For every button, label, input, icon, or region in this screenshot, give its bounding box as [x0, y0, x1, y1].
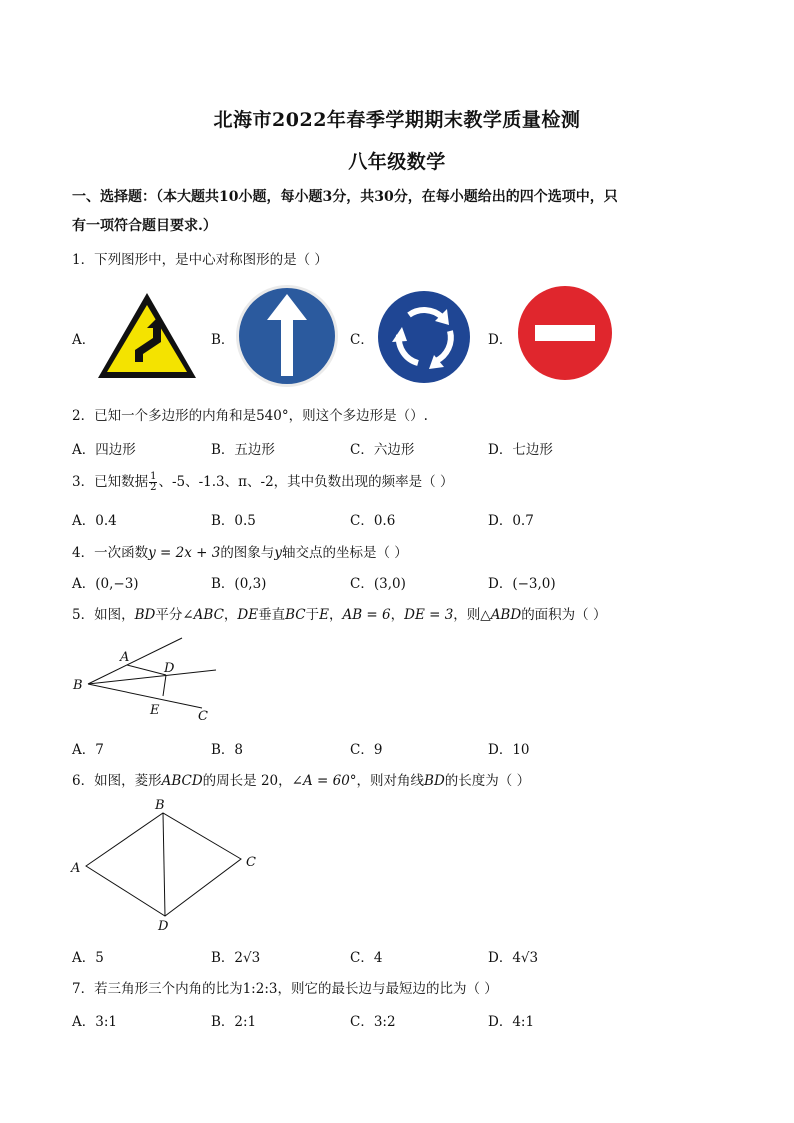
q3-option-c: C．0.6 [350, 513, 396, 529]
warning-sign-icon [95, 290, 199, 382]
q4-option-b-label: B． [211, 576, 235, 592]
q5-s-h: ，则△ [453, 607, 491, 623]
q5-option-d: D．10 [488, 742, 530, 758]
q3-stem-end: 、-5、-1.3、π、-2，其中负数出现的频率是（ ） [158, 474, 454, 490]
q3-stem-start: 3．已知数据 [72, 474, 149, 490]
q4-formula: y = 2x + 3 [148, 545, 221, 561]
q2-option-a: A．四边形 [72, 442, 136, 458]
section-instructions-line1: 一、选择题：（本大题共10小题，每小题3分，共30分，在每小题给出的四个选项中，只 [72, 189, 618, 205]
q4-option-d-value: (−3,0) [512, 576, 556, 592]
section-instructions-line2: 有一项符合题目要求.） [72, 218, 217, 234]
q2-option-c: C．六边形 [350, 442, 415, 458]
q5-s-g: ， [390, 607, 405, 623]
q4-option-a [72, 572, 139, 592]
q5-angle-figure [70, 632, 230, 727]
q6-abcd: ABCD [161, 773, 203, 789]
q1-option-c-label: C． [350, 332, 374, 348]
q4-option-d [488, 572, 556, 592]
q4-axis: y [274, 545, 282, 561]
q4-stem-mid: 的图象与 [220, 545, 275, 561]
q1-option-a-label: A． [72, 332, 96, 348]
q5-abd: ABD [490, 607, 522, 623]
q5-s-i: 的面积为（ ） [521, 607, 607, 623]
q5-s-f: ， [328, 607, 343, 623]
up-arrow-sign-icon [235, 284, 339, 388]
q7-option-b: B．2:1 [211, 1014, 257, 1030]
q7-stem: 7．若三角形三个内角的比为1:2:3，则它的最长边与最短边的比为（ ） [72, 981, 498, 997]
q5-s-e: 于 [305, 607, 320, 623]
q7-option-a: A．3:1 [72, 1014, 117, 1030]
q1-option-d-label: D． [488, 332, 513, 348]
no-entry-sign-icon [517, 285, 613, 381]
q7-option-d: D．4:1 [488, 1014, 535, 1030]
q6-option-d: D．4√3 [488, 950, 539, 966]
q6-rhombus-figure [68, 796, 268, 936]
q4-option-a-value: (0,−3) [95, 576, 139, 592]
q1-stem: 1．下列图形中，是中心对称图形的是（ ） [72, 252, 328, 268]
q5-s-b: 平分 [155, 607, 183, 623]
q3-option-b: B．0.5 [211, 513, 256, 529]
q5-bd: BD [134, 607, 156, 623]
q6-label-a: A [71, 861, 81, 876]
q6-s-a: 6．如图，菱形 [72, 773, 162, 789]
q4-option-d-label: D． [488, 576, 513, 592]
q4-option-a-label: A． [72, 576, 96, 592]
q5-s-c: ， [223, 607, 238, 623]
q5-label-a: A [120, 650, 130, 665]
q2-option-b: B．五边形 [211, 442, 275, 458]
q6-bd: BD [424, 773, 445, 789]
q6-label-b: B [155, 798, 165, 813]
q5-label-c: C [198, 709, 208, 724]
q5-label-e: E [150, 703, 160, 718]
q6-s-b: 的周长是 20， [202, 773, 292, 789]
q7-option-c: C．3:2 [350, 1014, 396, 1030]
q6-s-c: ，则对角线 [356, 773, 425, 789]
q4-stem-end: 轴交点的坐标是（ ） [281, 545, 408, 561]
q3-fraction [149, 472, 157, 493]
q4-option-c-label: C． [350, 576, 374, 592]
q3-frac-num: 1 [150, 471, 157, 482]
q2-stem: 2．已知一个多边形的内角和是540°，则这个多边形是（）. [72, 408, 428, 424]
q3-option-d: D．0.7 [488, 513, 534, 529]
q6-angle: ∠A = 60° [291, 773, 357, 789]
q6-option-b: B．2√3 [211, 950, 261, 966]
q1-option-b-label: B． [211, 332, 235, 348]
q5-bc: BC [285, 607, 306, 623]
q5-option-b: B．8 [211, 742, 244, 758]
q5-s-d: 垂直 [258, 607, 286, 623]
q6-label-d: D [158, 919, 169, 934]
q6-option-c: C．4 [350, 950, 383, 966]
roundabout-sign-icon [374, 287, 474, 387]
q4-stem [72, 541, 408, 561]
q5-stem [72, 603, 606, 623]
q5-de3: DE = 3 [404, 607, 454, 623]
q4-option-b-value: (0,3) [234, 576, 267, 592]
q5-label-b: B [73, 678, 83, 693]
exam-subtitle: 八年级数学 [348, 151, 446, 173]
q6-stem [72, 769, 530, 789]
q5-angle: ∠ABC [182, 607, 224, 623]
q2-option-d: D．七边形 [488, 442, 553, 458]
q5-s-a: 5．如图， [72, 607, 135, 623]
q3-frac-den: 2 [150, 482, 157, 493]
q5-ab: AB = 6 [342, 607, 391, 623]
q5-e: E [319, 607, 329, 623]
q6-s-d: 的长度为（ ） [444, 773, 531, 789]
q6-label-c: C [246, 855, 256, 870]
q4-option-c [350, 572, 406, 592]
q3-option-a: A．0.4 [72, 513, 117, 529]
q4-stem-start: 4．一次函数 [72, 545, 149, 561]
q5-option-c: C．9 [350, 742, 383, 758]
q6-option-a: A．5 [72, 950, 104, 966]
q5-label-d: D [164, 661, 175, 676]
q5-de: DE [237, 607, 259, 623]
q4-option-c-value: (3,0) [373, 576, 406, 592]
q5-option-a: A．7 [72, 742, 104, 758]
q3-stem [72, 470, 453, 493]
q4-option-b [211, 572, 266, 592]
exam-title: 北海市2022年春季学期期末教学质量检测 [213, 109, 581, 131]
